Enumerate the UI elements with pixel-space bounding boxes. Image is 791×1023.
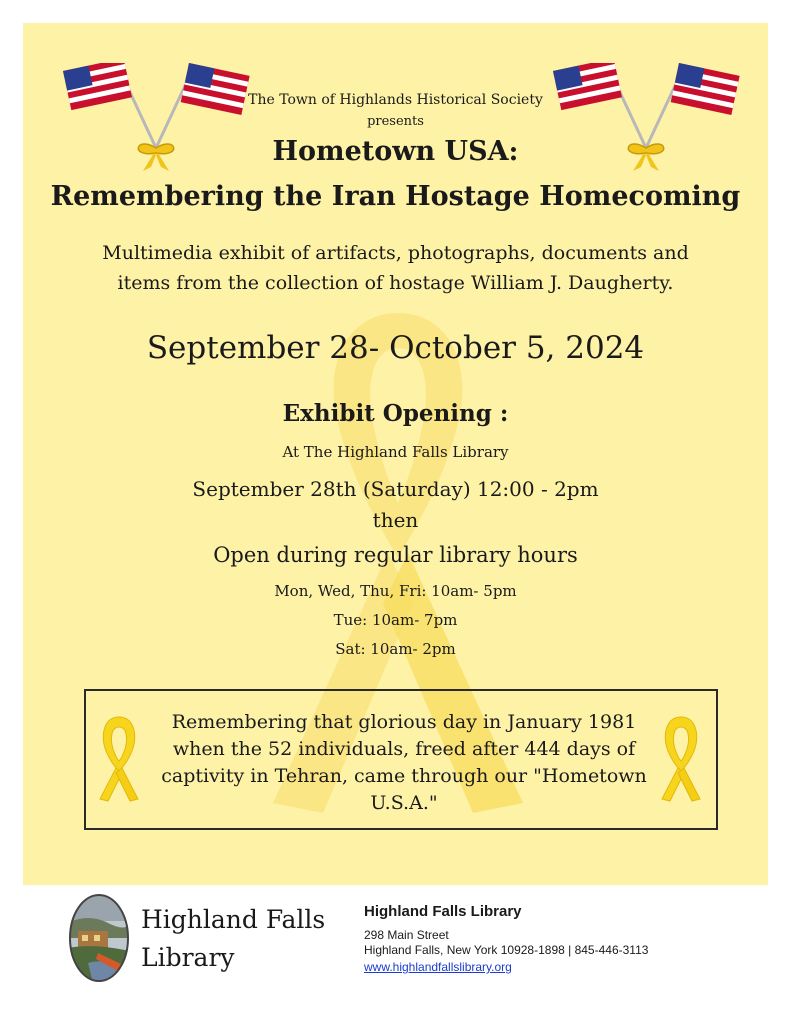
footer-brand-line-2: Library	[141, 943, 235, 972]
remembrance-text	[144, 709, 664, 817]
remembrance-box	[84, 689, 718, 830]
opening-location: At The Highland Falls Library	[282, 443, 509, 461]
poster-area	[23, 23, 768, 885]
library-logo-icon	[68, 893, 130, 983]
library-name: Highland Falls Library	[364, 903, 522, 920]
remembrance-line-3: captivity in Tehran, came through our "Hometown	[161, 765, 647, 787]
title-line-1: Hometown USA:	[272, 136, 519, 167]
hours-saturday: Sat: 10am- 2pm	[335, 640, 456, 658]
yellow-ribbon-right-icon	[658, 713, 704, 803]
presents-text: presents	[367, 114, 424, 129]
opening-heading: Exhibit Opening :	[282, 400, 509, 427]
title-line-2: Remembering the Iran Hostage Homecoming	[50, 181, 741, 212]
hours-tuesday: Tue: 10am- 7pm	[333, 611, 458, 629]
society-name: The Town of Highlands Historical Society	[248, 92, 543, 108]
then-text: then	[372, 508, 419, 532]
exhibit-description	[23, 238, 768, 298]
hours-weekdays: Mon, Wed, Thu, Fri: 10am- 5pm	[274, 582, 517, 600]
remembrance-line-4: U.S.A."	[370, 792, 438, 814]
description-line-2: items from the collection of hostage William J. Daugherty.	[117, 272, 674, 294]
remembrance-line-1: Remembering that glorious day in January 1981	[171, 711, 637, 733]
footer-brand-line-1: Highland Falls	[141, 905, 326, 934]
remembrance-line-2: when the 52 individuals, freed after 444 days of	[172, 738, 636, 760]
exhibit-dates: September 28- October 5, 2024	[146, 330, 645, 366]
yellow-ribbon-left-icon	[96, 713, 142, 803]
library-address: 298 Main Street	[364, 928, 449, 942]
description-line-1: Multimedia exhibit of artifacts, photographs, documents and	[102, 242, 689, 264]
opening-time: September 28th (Saturday) 12:00 - 2pm	[192, 477, 599, 501]
library-contact-info	[364, 902, 648, 976]
library-website-link[interactable]: www.highlandfallslibrary.org	[364, 960, 512, 974]
open-regular-hours: Open during regular library hours	[213, 543, 578, 567]
library-city-phone: Highland Falls, New York 10928-1898 | 845-446-3113	[364, 943, 649, 957]
